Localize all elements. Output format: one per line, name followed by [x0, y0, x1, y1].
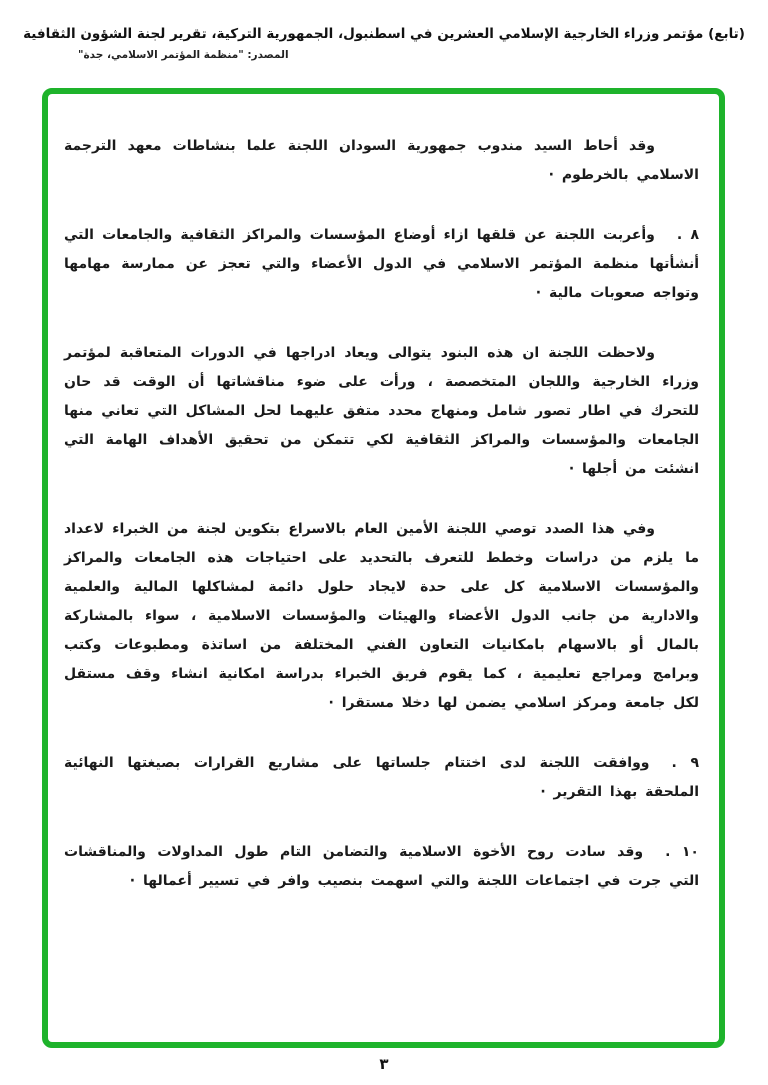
document-title: (تابع) مؤتمر وزراء الخارجية الإسلامي العشرين في اسطنبول، الجمهورية التركية، تقرير لجنة الشؤون الثقافية [23, 26, 745, 42]
paragraph-number: ١٠ . [665, 844, 699, 860]
paragraph-intro [64, 132, 699, 190]
paragraph-number: ٨ . [676, 227, 699, 243]
paragraph-9 [64, 749, 699, 807]
paragraph-observation [64, 339, 699, 484]
paragraph-recommendation [64, 515, 699, 718]
paragraph-text: وقد سادت روح الأخوة الاسلامية والتضامن التام طول المداولات والمناقشات التي جرت في اجتماعات اللجنة والتي اسهمت بنصيب وافر في تسيير أعمالها · [64, 844, 699, 889]
paragraph-text: ولاحظت اللجنة ان هذه البنود يتوالى ويعاد ادراجها في الدورات المتعاقبة لمؤتمر وزراء الخارجية واللجان المتخصصة ، ورأت على ضوء مناقشاتها أن الوقت قد حان للتحرك في اطار تصور شامل ومنهاج محدد متفق عليهما لحل المشاكل التي تعاني منها الجامعات والمؤسسات والمراكز الثقافية لكي تتمكن من تحقيق الأهداف الهامة التي انشئت من أجلها · [64, 345, 699, 477]
paragraph-text: وقد أحاط السيد مندوب جمهورية السودان اللجنة علما بنشاطات معهد الترجمة الاسلامي بالخرطوم · [64, 138, 699, 183]
source-line: المصدر: "منظمة المؤتمر الاسلامي، جدة" [78, 49, 289, 61]
paragraph-8 [64, 221, 699, 308]
page-number: ٣ [379, 1055, 389, 1073]
content-frame [42, 88, 725, 1048]
paragraph-text: ووافقت اللجنة لدى اختتام جلساتها على مشاريع القرارات بصيغتها النهائية الملحقة بهذا التقرير · [64, 755, 699, 800]
paragraph-number: ٩ . [671, 755, 699, 771]
paragraph-text: وفي هذا الصدد توصي اللجنة الأمين العام بالاسراع بتكوين لجنة من الخبراء لاعداد ما يلزم من دراسات وخطط للتعرف بالتحديد على احتياجات هذه الجامعات والمراكز والمؤسسات الاسلامية كل على حدة لايجاد حلول دائمة لمشاكلها المالية والعلمية والادارية من جانب الدول الأعضاء والهيئات والمؤسسات الاسلامية ، سواء بالمشاركة بالمال أو بالاسهام بامكانيات التعاون الفني المختلفة من اساتذة ومطبوعات وكتب وبرامج ومراجع تعليمية ، كما يقوم فريق الخبراء بدراسة امكانية انشاء وقف مستقل لكل جامعة ومركز اسلامي يضمن لها دخلا مستقرا · [64, 521, 699, 711]
paragraph-10 [64, 838, 699, 896]
paragraph-text: وأعربت اللجنة عن قلقها ازاء أوضاع المؤسسات والمراكز الثقافية والجامعات التي أنشأتها منظمة المؤتمر الاسلامي في الدول الأعضاء والتي تعجز عن ممارسة مهامها وتواجه صعوبات مالية · [64, 227, 699, 301]
document-header [0, 0, 768, 61]
